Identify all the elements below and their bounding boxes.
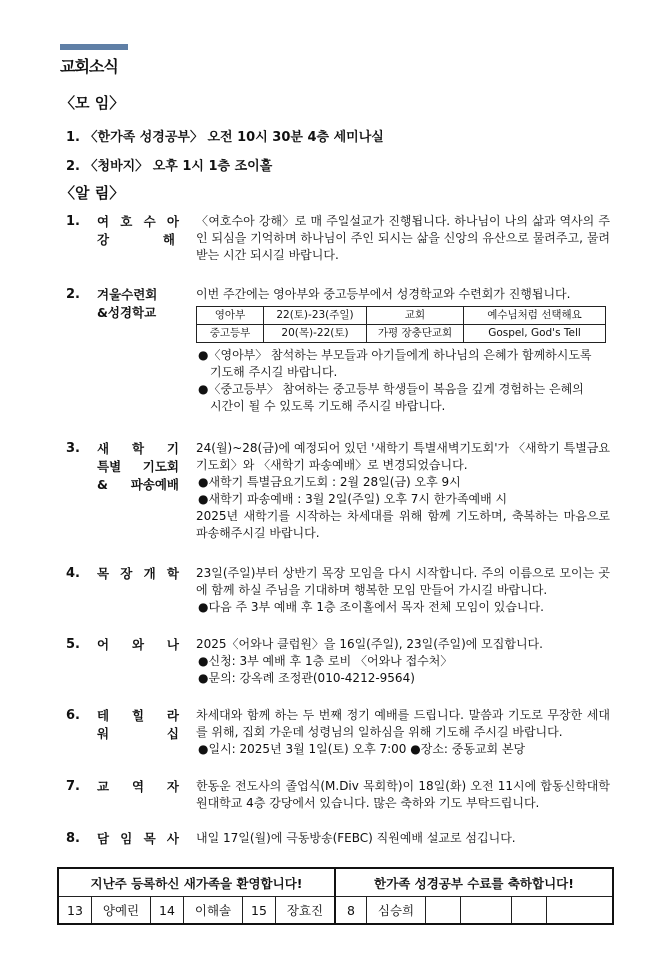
notice-6-number: 6. xyxy=(66,708,80,723)
notice-3-text: 24(월)~28(금)에 예정되어 있던 '새학기 특별새벽기도회'가 〈새학기 특별금요기도회〉와 〈새학기 파송예배〉로 변경되었습니다. xyxy=(196,441,610,472)
notice-1-label xyxy=(97,213,179,249)
notice-2-bullet-2: ●〈중고등부〉 참여하는 중고등부 학생들이 복음을 깊게 경험하는 은혜의 xyxy=(198,382,584,396)
newcomer-number: 15 xyxy=(243,897,276,925)
notice-3-bullet-2: ●새학기 파송예배 : 3월 2일(주일) 오후 7시 한가족예배 시 xyxy=(198,492,508,506)
notice-3-bullet-1: ●새학기 특별금요기도회 : 2월 28일(금) 오후 9시 xyxy=(198,475,461,489)
notice-6-bullet-1: ●일시: 2025년 3월 1일(토) 오후 7:00 ●장소: 중동교회 본당 xyxy=(198,742,526,756)
meeting-item-2: 2. 〈청바지〉 오후 1시 1층 조이홀 xyxy=(66,159,273,174)
notice-2-bullet-1-cont: 기도해 주시길 바랍니다. xyxy=(210,365,338,379)
meeting-item-1: 1. 〈한가족 성경공부〉 오전 10시 30분 4층 세미나실 xyxy=(66,130,384,145)
notice-1-label-line: 강 해 xyxy=(97,232,175,247)
newcomer-name: 이해솔 xyxy=(184,897,243,925)
notice-3-label-line: 새 학 기 xyxy=(97,441,179,456)
notice-8-label xyxy=(97,830,179,848)
notice-6-label-line: 테 힐 라 xyxy=(97,708,179,723)
notice-8-text: 내일 17일(월)에 극동방송(FEBC) 직원예배 설교로 섬깁니다. xyxy=(196,831,516,845)
table-row xyxy=(197,307,606,325)
notice-4-bullet-1: ●다음 주 3부 예배 후 1층 조이홀에서 목자 전체 모임이 있습니다. xyxy=(198,600,544,614)
notice-2-intro: 이번 주간에는 영아부와 중고등부에서 성경학교와 수련회가 진행됩니다. xyxy=(196,287,571,301)
notice-4-text: 23일(주일)부터 상반기 목장 모임을 다시 시작합니다. 주의 이름으로 모이는 곳에 함께 하실 주님을 기대하며 행복한 모임 만들어 가시길 바랍니다. xyxy=(196,566,610,597)
welcome-heading: 지난주 등록하신 새가족을 환영합니다! xyxy=(58,868,335,897)
table-cell: 교회 xyxy=(367,307,464,325)
table-row xyxy=(58,897,613,925)
notice-5-number: 5. xyxy=(66,637,80,652)
notice-7-text: 한동운 전도사의 졸업식(M.Div 목회학)이 18일(화) 오전 11시에 합동신학대학원대학교 4층 강당에서 있습니다. 많은 축하와 기도 부탁드립니다. xyxy=(196,779,610,810)
table-cell: 영아부 xyxy=(197,307,264,325)
notice-4-label-line: 목 장 개 학 xyxy=(97,566,179,581)
notice-1-body xyxy=(196,213,610,264)
notice-8-label-line: 담 임 목 사 xyxy=(97,831,179,846)
graduate-name: 심승희 xyxy=(367,897,426,925)
newcomer-name: 장효진 xyxy=(276,897,336,925)
meetings-heading: 〈모 임〉 xyxy=(60,94,125,112)
notice-8-number: 8. xyxy=(66,831,80,846)
graduate-number: 8 xyxy=(335,897,367,925)
camp-schedule-table xyxy=(196,306,606,343)
notice-2-number: 2. xyxy=(66,287,80,302)
table-cell: Gospel, God's Tell xyxy=(464,325,606,343)
empty-cell xyxy=(426,897,461,925)
notice-5-label-line: 어 와 나 xyxy=(97,637,179,652)
table-cell: 20(목)-22(토) xyxy=(264,325,367,343)
empty-cell xyxy=(512,897,547,925)
notice-7-label xyxy=(97,778,179,796)
notice-4-body xyxy=(196,565,610,616)
notice-4-number: 4. xyxy=(66,566,80,581)
newcomer-number: 14 xyxy=(151,897,184,925)
notice-3-label-line: 특별 기도회 xyxy=(97,459,179,474)
notice-5-label xyxy=(97,636,179,654)
notice-3-number: 3. xyxy=(66,441,80,456)
notices-heading: 〈알 림〉 xyxy=(60,184,125,202)
notice-3-body xyxy=(196,440,610,542)
notice-5-bullet-2: ●문의: 강옥례 조정관(010-4212-9564) xyxy=(198,671,415,685)
notice-5-body xyxy=(196,636,610,687)
notice-6-body xyxy=(196,707,610,758)
table-cell: 중고등부 xyxy=(197,325,264,343)
notice-7-label-line: 교 역 자 xyxy=(97,779,179,794)
table-row xyxy=(197,325,606,343)
table-cell: 가평 장충단교회 xyxy=(367,325,464,343)
notice-7-number: 7. xyxy=(66,779,80,794)
notice-1-number: 1. xyxy=(66,214,80,229)
notice-5-bullet-1: ●신청: 3부 예배 후 1층 로비 〈어와나 접수처〉 xyxy=(198,654,453,668)
newcomer-name: 양예린 xyxy=(92,897,151,925)
notice-2-label-line: 겨울수련회 xyxy=(97,287,158,302)
notice-1-text: 〈여호수아 강해〉로 매 주일설교가 진행됩니다. 하나님이 나의 삶과 역사의 주인 되심을 기억하며 하나님이 주인 되시는 삶을 신앙의 유산으로 물려주고, 물려받는 시간 되시길 바랍니다. xyxy=(196,214,610,262)
notice-5-text: 2025〈어와나 클럽원〉을 16일(주일), 23일(주일)에 모집합니다. xyxy=(196,637,543,651)
notice-4-label xyxy=(97,565,179,583)
notice-3-label xyxy=(97,440,179,494)
notice-1-label-line: 여 호 수 아 xyxy=(97,214,179,229)
header-accent-bar xyxy=(60,44,128,50)
empty-cell xyxy=(547,897,614,925)
empty-cell xyxy=(461,897,512,925)
notice-7-body xyxy=(196,778,610,812)
notice-2-bullet-2-cont: 시간이 될 수 있도록 기도해 주시길 바랍니다. xyxy=(210,399,446,413)
table-cell: 22(토)-23(주일) xyxy=(264,307,367,325)
notice-3-text-2: 2025년 새학기를 시작하는 차세대를 위해 함께 기도하며, 축복하는 마음으로 파송해주시길 바랍니다. xyxy=(196,509,610,540)
newcomer-graduate-table xyxy=(57,867,614,925)
notice-6-label-line: 워 십 xyxy=(97,726,179,741)
notice-2-body xyxy=(196,286,610,415)
page-title: 교회소식 xyxy=(60,57,118,76)
table-cell: 예수님처럼 선택해요 xyxy=(464,307,606,325)
notice-2-label-line: &성경학교 xyxy=(97,305,157,320)
notice-6-label xyxy=(97,707,179,743)
notice-8-body xyxy=(196,830,610,847)
newcomer-number: 13 xyxy=(58,897,92,925)
notice-2-label xyxy=(97,286,179,322)
notice-3-label-line: & 파송예배 xyxy=(97,477,179,492)
congrats-heading: 한가족 성경공부 수료를 축하합니다! xyxy=(335,868,613,897)
notice-6-text: 차세대와 함께 하는 두 번째 정기 예배를 드립니다. 말씀과 기도로 무장한 세대를 위해, 집회 가운데 성령님의 일하심을 위해 기도해 주시길 바랍니다. xyxy=(196,708,610,739)
table-row xyxy=(58,868,613,897)
notice-2-bullet-1: ●〈영아부〉 참석하는 부모들과 아기들에게 하나님의 은혜가 함께하시도록 xyxy=(198,348,592,362)
